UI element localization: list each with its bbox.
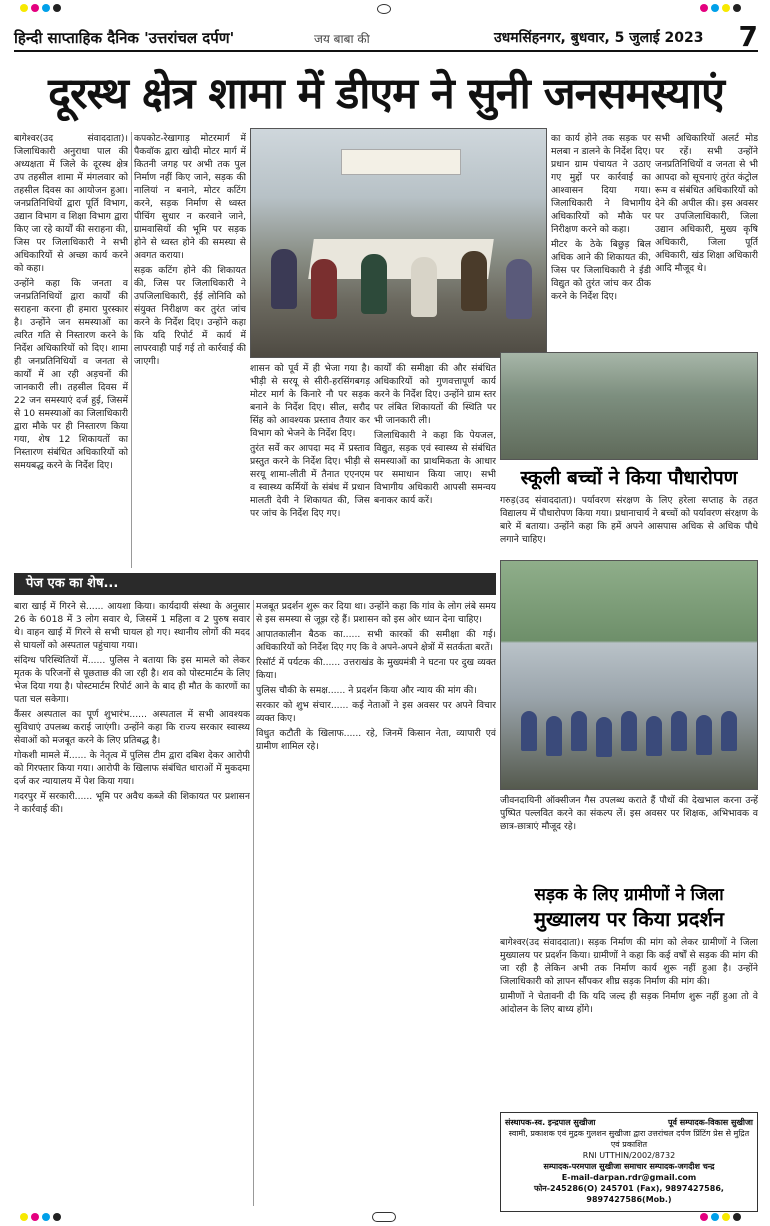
yellow-dot (722, 1213, 730, 1221)
paragraph: कैंसर अस्पताल का पूर्ण शुभारंभ...... अस्पताल में सभी आवश्यक सुविधाएं उपलब्ध कराई जाएंगी। उन्होंने कहा कि राज्य सरकार स्वास्थ्य सेवाओं को मजबूत करने के लिए प्रतिबद्ध है। (14, 709, 250, 746)
paragraph: संदिग्ध परिस्थितियों में...... पुलिस ने बताया कि इस मामले को लेकर मृतक के परिजनों से पूछताछ की जा रही है। शव को पोस्टमार्टम के लिए भेज दिया गया है। पोस्टमार्टम रिपोर्ट आने के बाद ही मौत के कारणों का पता चल सकेगा। (14, 655, 250, 705)
paragraph: कार्यों की समीक्षा की और संबंधित अधिकारियों को गुणवत्तापूर्ण कार्य करने के निर्देश दिए। उन्होंने ग्राम स्तर पर लंबित शिकायतों की स्थिति पर भी जानकारी ली। (374, 363, 496, 426)
paragraph: सभी अधिकारियों अलर्ट मोड पर रहें। सभी उन्होंने जनप्रतिनिधियों व जनता से भी आपदा को सूचनाएं तुरंत कंट्रोल रूम व संबंधित अधिकारियों को देने की अपील की। इस अवसर पर उपजिलाधिकारी, जिला उद्यान अधिकारी, मुख्य कृषि अधिकारी, जिला पूर्ति अधिकारी, खंड शिक्षा अधिकारी आदि मौजूद थे। (655, 133, 758, 274)
column-divider (131, 132, 132, 568)
continued-band: पेज एक का शेष... (14, 573, 496, 595)
child (546, 716, 562, 756)
story-column-5 (551, 132, 651, 350)
meeting-photo (250, 128, 547, 358)
crosshair-icon (372, 1212, 396, 1222)
paragraph: गोकशी मामले में...... के नेतृत्व में पुलिस टीम द्वारा दबिश देकर आरोपी को गिरफ्तार किया गया। आरोपी के खिलाफ संबंधित धाराओं में मुकदमा दर्ज कर न्यायालय में पेश किया गया। (14, 750, 250, 787)
imprint-email: E-mail-darpan.rdr@gmail.com (561, 1173, 697, 1182)
child (646, 716, 662, 756)
plantation-story (500, 494, 758, 556)
magenta-dot (31, 1213, 39, 1221)
subhead-protest-2: मुख्यालय पर किया प्रदर्शन (533, 907, 725, 931)
imprint-phone: फोन-245286(O) 245701 (Fax), 9897427586, 9897427586(Mob.) (534, 1184, 724, 1204)
paragraph: मीटर के ठेके बिछुड़ बिल अधिक आने की शिकायत की, जिस पर जिलाधिकारी ने ईडी विद्युत को तुरंत जांच कर ठीक करने के निर्देश दिए। (551, 239, 651, 302)
child (696, 715, 712, 755)
black-dot (53, 1213, 61, 1221)
paragraph: सरकार को शुभ संचार...... कई नेताओं ने इस अवसर पर अपने विचार व्यक्त किए। (256, 700, 496, 724)
paragraph: शासन को पूर्व में ही भेजा गया है। भीड़ी से सरयू से सीरी-हरसिंगबगड़ मोटर मार्ग के किनारे नौ पर सड़क बनाने के निर्देश दिए। सील, सरौद सिंह को आवश्यक प्रस्ताव तैयार कर विभाग को भेजने के निर्देश दिए। (250, 363, 370, 439)
continued-column-2 (256, 600, 496, 1206)
paragraph: कपकोट-रेखागाड़ मोटरमार्ग में पैकवॉक द्वारा खोदी मोटर मार्ग में कितनी जगह पर अभी तक पुल निर्माण नहीं किए जाने, सड़क की नालियां न बनाने, मोटर कटिंग करने, सड़क निर्माण से ध्वस्त पीचिंग सुधार न करवाने जाने, ग्रामवासियों की भूमि पर सड़क होने से ध्वस्त होने की समस्या से अवगत कराया। (134, 133, 246, 261)
paragraph: विधुत कटौती के खिलाफ...... रहे, जिनमें किसान नेता, व्यापारी एवं ग्रामीण शामिल रहे। (256, 728, 496, 752)
story-column-1 (14, 132, 128, 568)
paragraph: गरुड़(उद संवाददाता)। पर्यावरण संरक्षण के लिए हरेला सप्ताह के तहत विद्यालय में पौधारोपण किया गया। प्रधानाचार्य ने बच्चों को पर्यावरण संरक्षण के बारे में बताया। उन्होंने कहा कि हमें अपने आसपास अधिक से अधिक पौधे लगाने चाहिए। (500, 495, 758, 545)
page-header (14, 22, 758, 52)
black-dot (733, 4, 741, 12)
story-column-4 (374, 362, 496, 568)
paragraph: मजबूत प्रदर्शन शुरू कर दिया था। उन्होंने कहा कि गांव के लोग लंबे समय से इस समस्या से जूझ रहे हैं। प्रशासन को इस ओर ध्यान देना चाहिए। (256, 601, 496, 625)
story-column-3 (250, 362, 370, 568)
child (571, 711, 587, 751)
paragraph: आपातकालीन बैठक का...... सभी कारकों की समीक्षा की गई। अधिकारियों को निर्देश दिए गए कि वे अपने-अपने क्षेत्रों में सतर्कता बरतें। (256, 629, 496, 653)
person (461, 251, 487, 311)
registration-marks (0, 4, 770, 16)
magenta-dot (700, 1213, 708, 1221)
person (311, 259, 337, 319)
yellow-dot (20, 4, 28, 12)
header-slogan: जय बाबा की (314, 32, 370, 46)
imprint-publisher: स्वामी, प्रकाशक एवं मुद्रक गुलशन सुखीजा द्वारा उत्तरांचल दर्पण प्रिंटिंग प्रेस से मुद्रित एवं प्रकाशित (508, 1129, 750, 1149)
person (411, 257, 437, 317)
imprint-editors: सम्पादक-परमपाल सुखीजा समाचार सम्पादक-जगदीश चन्द्र (543, 1162, 715, 1171)
column-divider (253, 600, 254, 1206)
inspection-photo (500, 352, 758, 460)
founder: संस्थापक-स्व. इन्द्रपाल सुखीजा (505, 1118, 596, 1127)
person (361, 254, 387, 314)
newspaper-name: हिन्दी साप्ताहिक दैनिक 'उत्तरांचल दर्पण' (14, 29, 235, 47)
crosshair-icon (377, 4, 391, 14)
subhead-protest-1: सड़क के लिए ग्रामीणों ने जिला (534, 885, 724, 905)
former-editor: पूर्व सम्पादक-विकास सुखीजा (667, 1118, 753, 1127)
child (596, 717, 612, 757)
child (521, 711, 537, 751)
paragraph: का कार्य होने तक सड़क पर मलबा न डालने के निर्देश दिए। प्रधान ग्राम पंचायत ने उठाए गए मुद्दों पर कार्रवाई का आश्वासन दिया गया। जिलाधिकारी ने विभागीय अधिकारियों को मौके पर निरीक्षण करने को कहा। (551, 133, 651, 235)
protest-story (500, 936, 758, 1108)
paragraph: गदरपुर में सरकारी...... भूमि पर अवैध कब्जे की शिकायत पर प्रशासन ने कार्रवाई की। (14, 791, 250, 815)
child (721, 711, 737, 751)
cyan-dot (42, 1213, 50, 1221)
color-dots-right (700, 1213, 741, 1221)
paragraph: जीवनदायिनी ऑक्सीजन गैस उपलब्ध कराते हैं पौधों की देखभाल करना उन्हें पुष्पित पल्लवित करने का संकल्प लें। इस अवसर पर शिक्षक, अभिभावक व छात्र-छात्राएं मौजूद रहे। (500, 795, 758, 832)
cyan-dot (711, 4, 719, 12)
person (506, 259, 532, 319)
yellow-dot (722, 4, 730, 12)
color-dots-right (700, 4, 741, 12)
paragraph: बागेश्वर(उद संवाददाता)। सड़क निर्माण की मांग को लेकर ग्रामीणों ने जिला मुख्यालय पर प्रदर्शन किया। ग्रामीणों ने कहा कि कई वर्षों से सड़क की मांग की जा रही है लेकिन अभी तक निर्माण कार्य शुरू नहीं हुआ है। उन्होंने जिलाधिकारी को ज्ञापन सौंपकर शीघ्र सड़क निर्माण की मांग की। (500, 937, 758, 987)
magenta-dot (31, 4, 39, 12)
plantation-story-cont (500, 794, 758, 880)
imprint-rni: RNI UTTHIN/2002/8732 (582, 1151, 676, 1160)
page-number: 7 (738, 20, 758, 53)
magenta-dot (700, 4, 708, 12)
subhead-plantation: स्कूली बच्चों ने किया पौधारोपण (520, 467, 738, 489)
cyan-dot (711, 1213, 719, 1221)
color-dots-left (20, 4, 61, 12)
paragraph: रिसॉर्ट में पर्यटक की...... उत्तराखंड के मुख्यमंत्री ने घटना पर दुख व्यक्त किया। (256, 657, 496, 681)
imprint-founders (505, 1117, 753, 1128)
paragraph: ग्रामीणों ने चेतावनी दी कि यदि जल्द ही सड़क निर्माण शुरू नहीं हुआ तो वे आंदोलन के लिए बाध्य होंगे। (500, 991, 758, 1015)
main-headline: दूरस्थ क्षेत्र शामा में डीएम ने सुनी जनसमस्याएं (48, 69, 724, 119)
paragraph: पुलिस चौकी के समक्ष...... ने प्रदर्शन किया और न्याय की मांग की। (256, 685, 477, 696)
child (621, 711, 637, 751)
banner (341, 149, 461, 175)
black-dot (53, 4, 61, 12)
imprint-box (500, 1112, 758, 1212)
header-date: उधमसिंहनगर, बुधवार, 5 जुलाई 2023 (494, 30, 704, 46)
story-column-2 (134, 132, 246, 568)
paragraph: उन्होंने कहा कि जनता व जनप्रतिनिधियों द्वारा कार्यों की सराहना करना ही हमारा पुरस्कार है। उन्होंने जन समस्याओं का त्वरित गति से निस्तारण करने के निर्देश अधिकारियों को दिए। शामा ही जनप्रतिनिधियों व जनता से कार्यों में आ रही अड़चनों की जानकारी ली। तहसील दिवस में 22 जन समस्याएं दर्ज हुई, जिसमें से 10 समस्याओं का जिलाधिकारी द्वारा मौके पर ही निस्तारण किया गया, शेष 12 शिकायतों का निस्तारण संबंधित अधिकारियों को समयबद्ध करने के निर्देश दिए। (14, 278, 128, 471)
paragraph: सड़क कटिंग होने की शिकायत की, जिस पर जिलाधिकारी ने उपजिलाधिकारी, ईई लोनिवि को संयुक्त निरीक्षण कर तुरंत जांच करने के निर्देश दिए। उन्होंने कहा कि यदि रिपोर्ट में कार्य में लापरवाही पाई गई तो कार्रवाई की जाएगी। (134, 265, 246, 367)
paragraph: बारा खाई में गिरने से...... आयशा किया। कार्यदायी संस्था के अनुसार 26 के 6018 में 3 लोग सवार थे, जिसमें 1 महिला व 2 पुरुष सवार थे। वाहन खाई में गिरने से सभी घायल हो गए। स्थानीय लोगों की मदद से घायलों को अस्पताल पहुंचाया गया। (14, 601, 250, 651)
black-dot (733, 1213, 741, 1221)
paragraph: बागेश्वर(उद संवाददाता)। जिलाधिकारी अनुराधा पाल की अध्यक्षता में जिले के दूरस्थ क्षेत्र उप तहसील शामा में मंगलवार को तहसील दिवस का आयोजन हुआ। जनप्रतिनिधियों द्वारा पूर्ति विभाग, उद्यान विभाग व शिक्षा विभाग द्वारा किए जा रहे कार्यों की सराहना की, जिस पर जिलाधिकारी ने सभी अधिकारियों से अच्छा कार्य करने को कहा। (14, 133, 128, 274)
color-dots-left (20, 1213, 61, 1221)
paragraph: जिलाधिकारी ने कहा कि पेयजल, विद्युत, सड़क एवं स्वास्थ्य से संबंधित समस्याओं का प्राथमिकता के आधार पर समाधान किया जाए। सभी विभागीय अधिकारी आपसी समन्वय बनाकर कार्य करें। (374, 430, 496, 506)
story-column-6 (655, 132, 758, 350)
continued-column-1 (14, 600, 250, 1206)
yellow-dot (20, 1213, 28, 1221)
school-plantation-photo (500, 560, 758, 790)
page-footer (0, 1210, 770, 1224)
person (271, 249, 297, 309)
paragraph: तुरंत सर्वे कर आपदा मद में प्रस्ताव प्रस्तुत करने के निर्देश दिए। भीड़ी से सरयू शामा-लीती में तैनात एएनएम व स्वास्थ्य कर्मियों के संबंध में प्रधान मालती देवी ने शिकायत की, जिस पर जांच के निर्देश दिए गए। (250, 443, 370, 519)
child (671, 711, 687, 751)
cyan-dot (42, 4, 50, 12)
